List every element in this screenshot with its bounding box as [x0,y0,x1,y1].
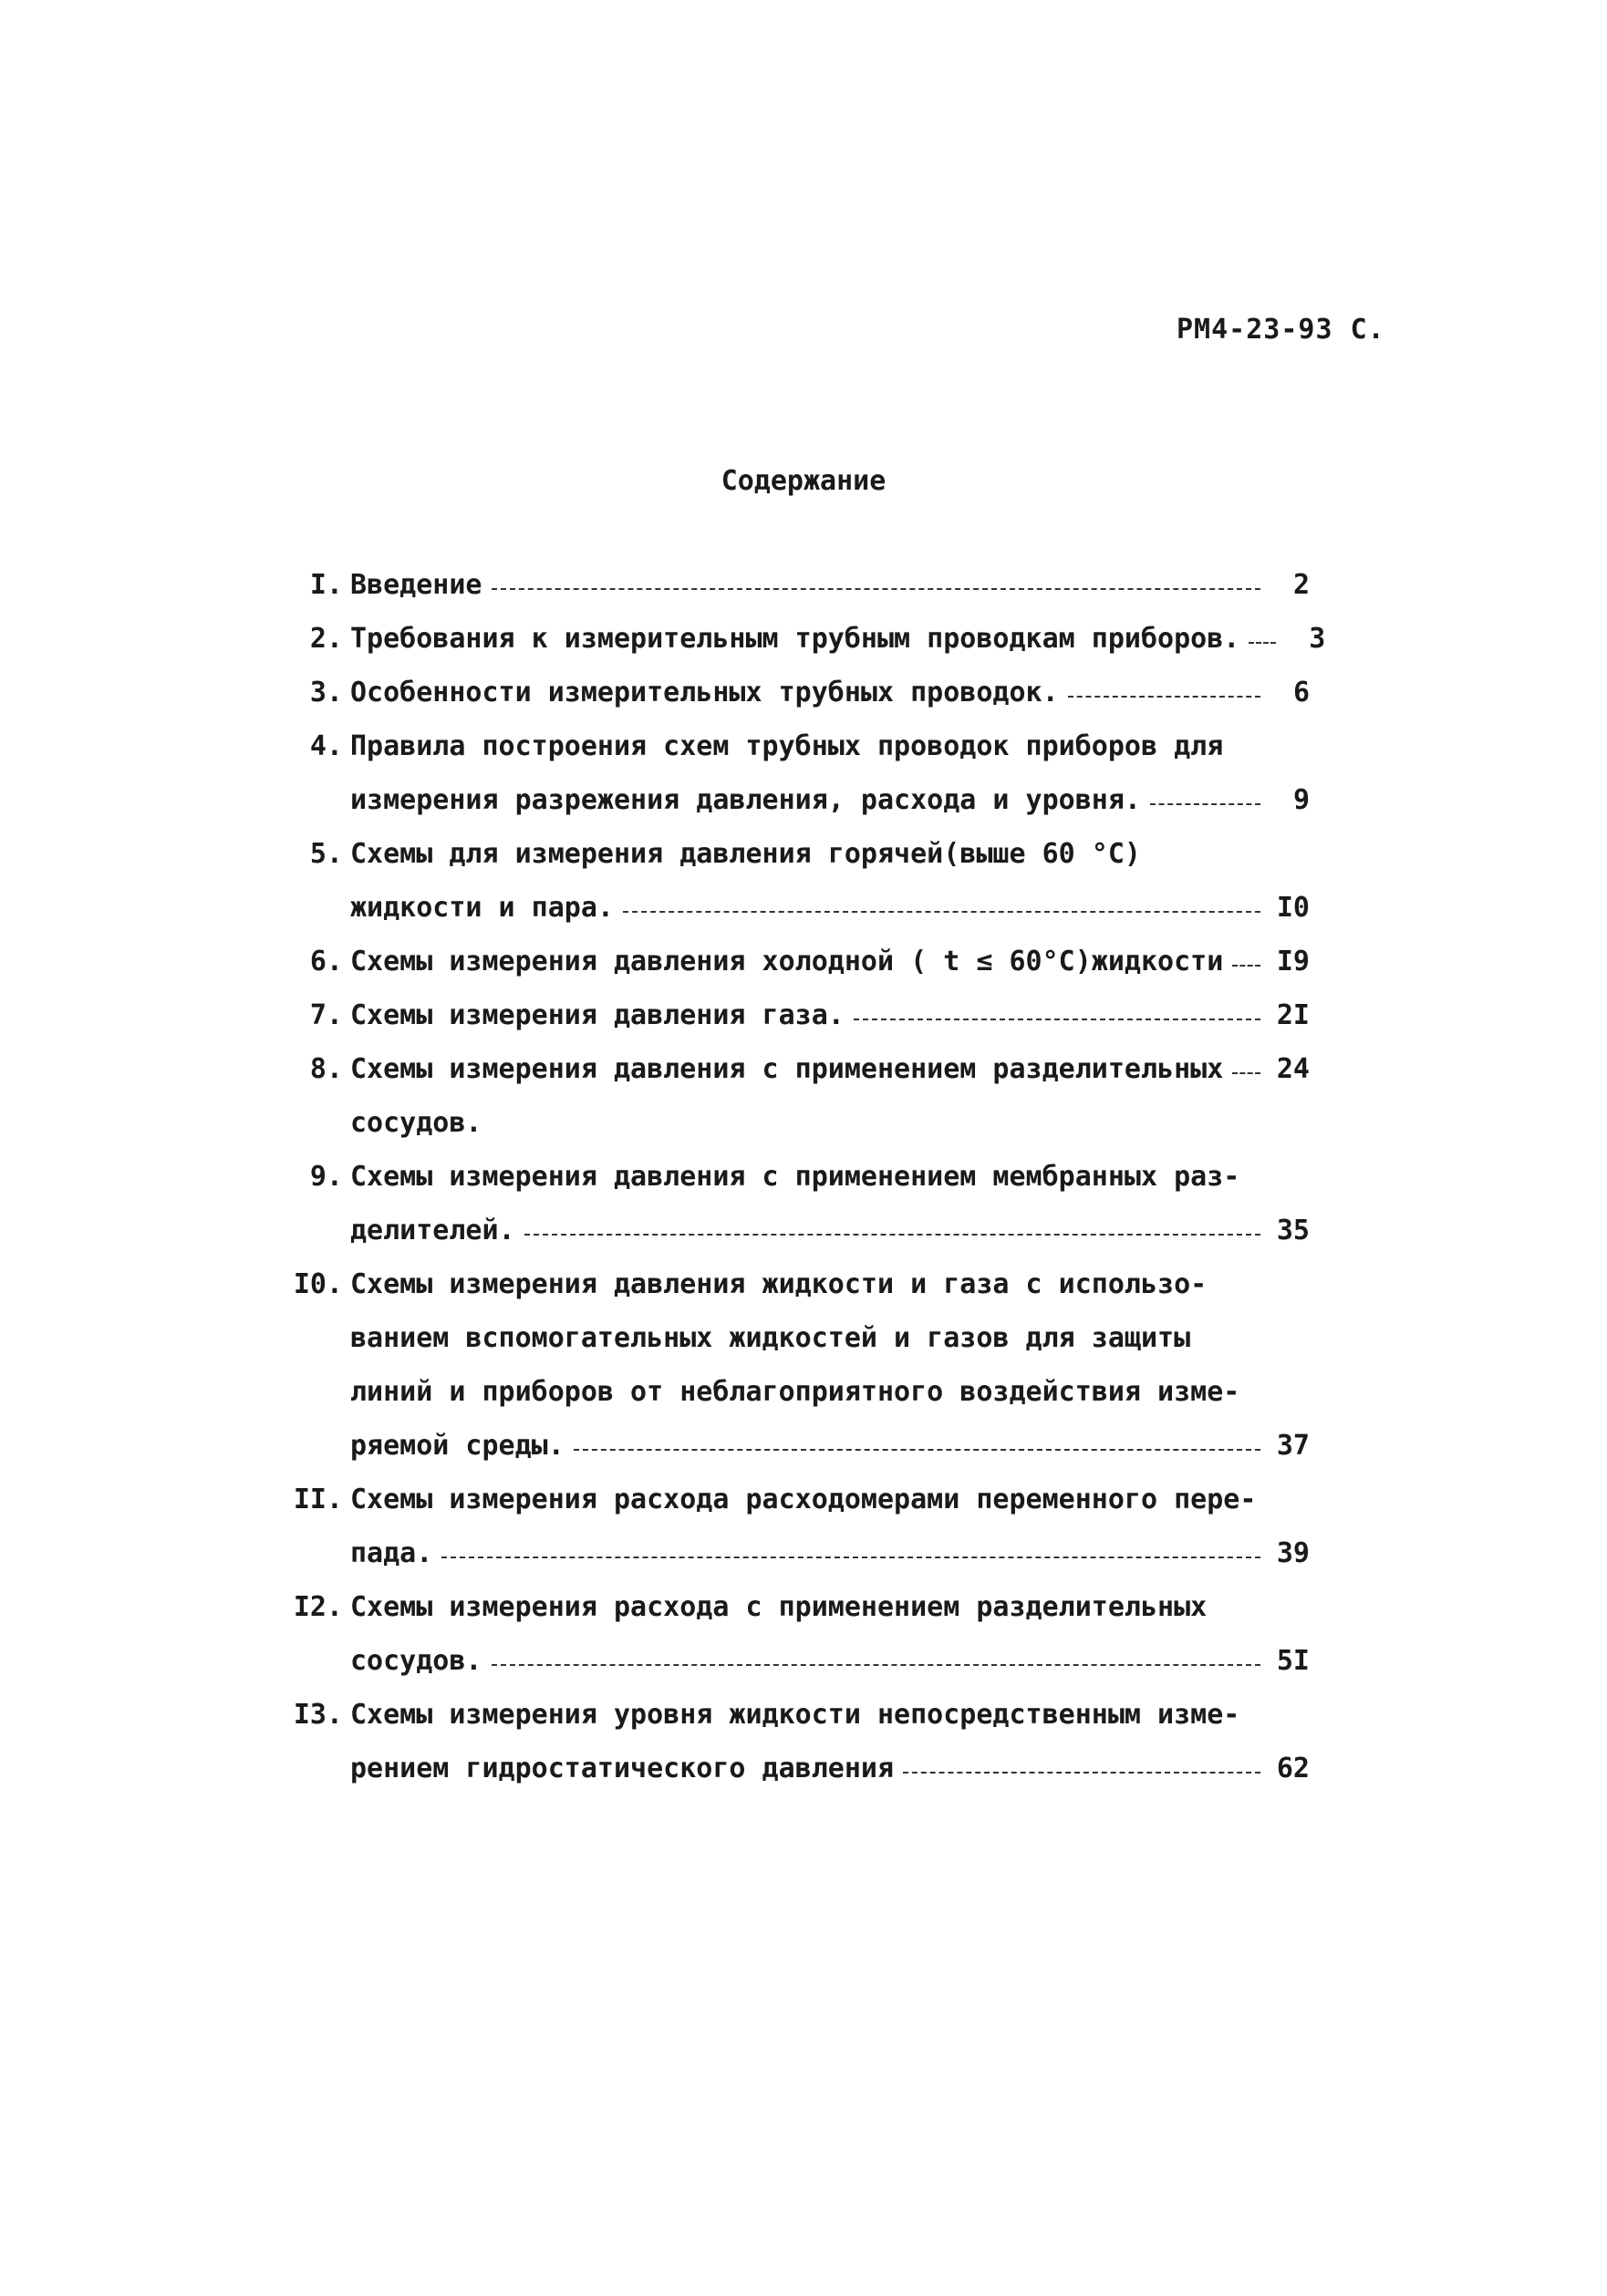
toc-page-number: 9 [1292,784,1310,816]
toc-entry [279,558,1310,612]
toc-entry-text: Схемы измерения давления с применением разделительных [350,1053,1224,1085]
dot-leader [441,1557,1260,1558]
dot-leader [492,1664,1261,1666]
toc-entry [279,1580,1310,1688]
toc-entry-text: сосудов. [350,1645,482,1677]
toc-entry [279,1688,1310,1795]
toc-entry [279,666,1310,719]
toc-entry-text: Схемы измерения давления с применением мембранных раз- [350,1161,1240,1193]
toc-entry [279,935,1310,988]
toc-entry-text: Схемы для измерения давления горячей(выше 60 °С) [350,838,1141,870]
toc-entry-text: сосудов. [350,1107,482,1139]
toc-entry-text: Схемы измерения расхода расходомерами переменного пере- [350,1484,1257,1515]
toc-entry-number: I0. [293,1268,343,1300]
toc-entry-text: Схемы измерения давления газа. [350,999,845,1031]
toc-page-number: 37 [1276,1430,1310,1462]
toc-entry-number: 7. [309,999,343,1031]
toc-entry-text: ряемой среды. [350,1430,565,1462]
toc-entry-number: 9. [309,1161,343,1193]
toc-entry-text: Схемы измерения уровня жидкости непосредственным изме- [350,1699,1240,1731]
toc-entry-text: делителей. [350,1215,515,1246]
toc-entry-text: Введение [350,569,482,601]
document-code: РМ4-23-93 С. [1177,314,1385,346]
toc-entry [279,1473,1310,1580]
toc-entry-text: ванием вспомогательных жидкостей и газов для защиты [350,1322,1191,1354]
toc-entry [279,1150,1310,1257]
dot-leader [903,1772,1260,1774]
toc-entry-text: Схемы измерения давления холодной ( t ≤ 60°С)жидкости [350,946,1224,977]
toc-page-number: 62 [1276,1753,1310,1784]
toc-page-number: 35 [1276,1215,1310,1246]
toc-entry-text: рением гидростатического давления [350,1753,895,1784]
toc-entry-text: линий и приборов от неблагоприятного воздействия изме- [350,1376,1240,1408]
toc-entry-number: 5. [309,838,343,870]
toc-entry-number: 8. [309,1053,343,1085]
toc-entry-number: I3. [293,1699,343,1731]
toc-entry-number: I. [309,569,343,601]
toc-entry-text: Требования к измерительным трубным проводкам приборов. [350,623,1240,655]
toc-entry [279,612,1326,666]
toc-page-number: 39 [1276,1537,1310,1569]
dot-leader [1068,696,1260,698]
toc-entry [279,988,1310,1042]
dot-leader [1232,1072,1260,1074]
toc-page-number: 24 [1276,1053,1310,1085]
dot-leader [574,1449,1260,1451]
toc-entry [279,1042,1310,1150]
toc-entry-text: пада. [350,1537,433,1569]
toc-entry-text: Особенности измерительных трубных проводок. [350,677,1059,708]
toc-entry-number: 2. [309,623,343,655]
dot-leader [524,1234,1260,1236]
toc-entry-number: I2. [293,1591,343,1623]
toc-entry-text: измерения разрежения давления, расхода и уровня. [350,784,1141,816]
toc-entry [279,827,1310,935]
toc-entry-number: 3. [309,677,343,708]
toc-entry-text: Схемы измерения давления жидкости и газа с использо- [350,1268,1208,1300]
toc-page-number: 6 [1292,677,1310,708]
toc-page-number: I0 [1276,892,1310,924]
toc-page-number: 2I [1276,999,1310,1031]
page-title: Содержание [721,465,886,497]
toc-entry-text: жидкости и пара. [350,892,614,924]
table-of-contents [279,558,1326,1795]
dot-leader [1150,803,1260,805]
toc-page-number: I9 [1276,946,1310,977]
toc-entry-text: Правила построения схем трубных проводок приборов для [350,730,1224,762]
toc-entry-number: II. [293,1484,343,1515]
dot-leader [492,588,1261,590]
toc-entry-number: 4. [309,730,343,762]
toc-page-number: 2 [1292,569,1310,601]
toc-page-number: 3 [1309,623,1326,655]
toc-entry-text: Схемы измерения расхода с применением разделительных [350,1591,1208,1623]
dot-leader [1232,965,1260,967]
dot-leader [623,911,1260,913]
dot-leader [854,1019,1260,1020]
toc-entry [279,1257,1310,1473]
toc-entry-number: 6. [309,946,343,977]
dot-leader [1249,642,1276,644]
toc-page-number: 5I [1276,1645,1310,1677]
toc-entry [279,719,1310,827]
